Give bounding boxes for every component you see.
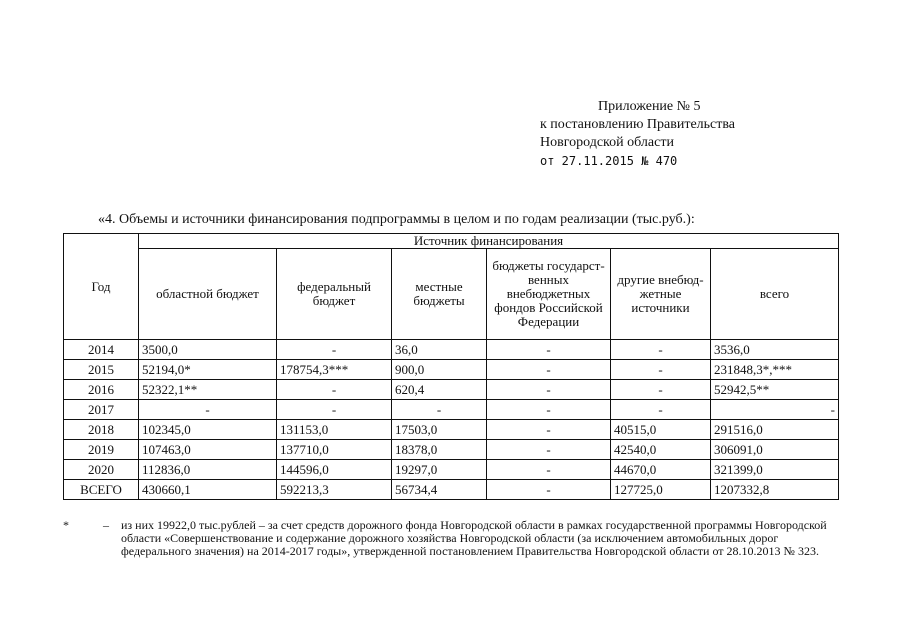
table-row	[64, 460, 839, 480]
table-row	[64, 340, 839, 360]
total-cell: 3536,0	[711, 340, 839, 360]
table-row	[64, 380, 839, 400]
funds-cell: -	[487, 480, 611, 500]
funds-cell: -	[487, 440, 611, 460]
col-header-federal: федеральный бюджет	[277, 249, 392, 340]
year-header: Год	[64, 234, 139, 340]
federal-cell: 131153,0	[277, 420, 392, 440]
regional-cell: 112836,0	[139, 460, 277, 480]
federal-cell: -	[277, 340, 392, 360]
local-cell: 18378,0	[392, 440, 487, 460]
table-row	[64, 420, 839, 440]
table-body	[64, 340, 839, 500]
funds-cell: -	[487, 380, 611, 400]
year-cell: 2015	[64, 360, 139, 380]
col-header-local: местные бюджеты	[392, 249, 487, 340]
federal-cell: 144596,0	[277, 460, 392, 480]
year-cell: 2018	[64, 420, 139, 440]
appendix-date: от 27.11.2015 № 470	[540, 154, 678, 168]
col-header-other-sources: другие внебюд-жетные источники	[611, 249, 711, 340]
regional-cell: -	[139, 400, 277, 420]
total-cell: 306091,0	[711, 440, 839, 460]
local-cell: 56734,4	[392, 480, 487, 500]
year-cell: 2020	[64, 460, 139, 480]
appendix-block	[540, 98, 735, 170]
year-cell: 2014	[64, 340, 139, 360]
total-cell: -	[711, 400, 839, 420]
other-cell: 44670,0	[611, 460, 711, 480]
regional-cell: 107463,0	[139, 440, 277, 460]
footnote-text: из них 19922,0 тыс.рублей – за счет средств дорожного фонда Новгородской области в рамках государственной программы Новгородской области «Совершенствование и содержание дорожного хозяйства Новгородской области (за исключением автомобильных дорог федерального значения) на 2014-2017 годы», утвержденной постановлением Правительства Новгородской области от 28.10.2013 № 323.	[121, 518, 827, 558]
other-cell: -	[611, 380, 711, 400]
appendix-number: Приложение № 5	[598, 99, 701, 114]
footnote	[63, 519, 843, 558]
regional-cell: 3500,0	[139, 340, 277, 360]
footnote-mark: *	[63, 518, 69, 532]
federal-cell: -	[277, 380, 392, 400]
local-cell: 36,0	[392, 340, 487, 360]
regional-cell: 430660,1	[139, 480, 277, 500]
other-cell: 40515,0	[611, 420, 711, 440]
table-row-total	[64, 480, 839, 500]
table-row	[64, 440, 839, 460]
local-cell: 19297,0	[392, 460, 487, 480]
footnote-dash: –	[103, 518, 109, 532]
federal-cell: 178754,3***	[277, 360, 392, 380]
appendix-resolution: к постановлению Правительства	[540, 117, 736, 132]
local-cell: 900,0	[392, 360, 487, 380]
year-cell: 2016	[64, 380, 139, 400]
other-cell: 127725,0	[611, 480, 711, 500]
regional-cell: 52194,0*	[139, 360, 277, 380]
financing-table	[63, 233, 839, 500]
regional-cell: 52322,1**	[139, 380, 277, 400]
other-cell: 42540,0	[611, 440, 711, 460]
col-header-total: всего	[711, 249, 839, 340]
local-cell: 620,4	[392, 380, 487, 400]
funds-cell: -	[487, 360, 611, 380]
federal-cell: -	[277, 400, 392, 420]
section-heading: «4. Объемы и источники финансирования подпрограммы в целом и по годам реализации (тыс.руб.):	[98, 212, 695, 227]
local-cell: -	[392, 400, 487, 420]
appendix-region: Новгородской области	[540, 135, 674, 150]
year-cell: 2019	[64, 440, 139, 460]
federal-cell: 592213,3	[277, 480, 392, 500]
other-cell: -	[611, 360, 711, 380]
table-row	[64, 360, 839, 380]
total-cell: 1207332,8	[711, 480, 839, 500]
year-cell: 2017	[64, 400, 139, 420]
year-cell: ВСЕГО	[64, 480, 139, 500]
other-cell: -	[611, 340, 711, 360]
funds-cell: -	[487, 400, 611, 420]
regional-cell: 102345,0	[139, 420, 277, 440]
total-cell: 52942,5**	[711, 380, 839, 400]
total-cell: 231848,3*,***	[711, 360, 839, 380]
funds-cell: -	[487, 420, 611, 440]
other-cell: -	[611, 400, 711, 420]
col-header-extrabudget-funds: бюджеты государст-венных внебюджетных фондов Российской Федерации	[487, 249, 611, 340]
total-cell: 321399,0	[711, 460, 839, 480]
source-header: Источник финансирования	[139, 234, 839, 249]
funds-cell: -	[487, 340, 611, 360]
funds-cell: -	[487, 460, 611, 480]
col-header-regional: областной бюджет	[139, 249, 277, 340]
local-cell: 17503,0	[392, 420, 487, 440]
table-row	[64, 400, 839, 420]
federal-cell: 137710,0	[277, 440, 392, 460]
total-cell: 291516,0	[711, 420, 839, 440]
